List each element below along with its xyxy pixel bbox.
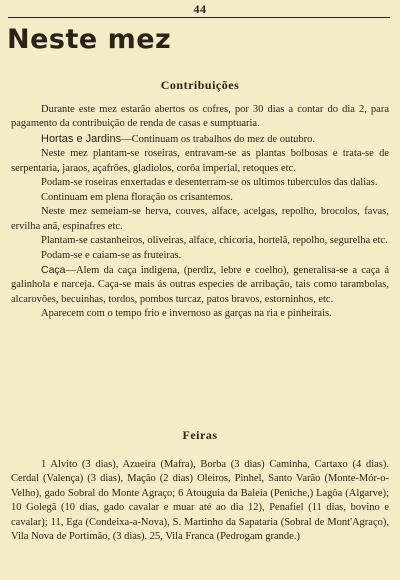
feiras-paragraph: 1 Alvito (3 dias), Azueira (Mafra), Borba (3 dias) Caminha, Cartaxo (4 dias). Cerdal (Valença) (3 dias), Mação (2 dias) Oleiros, Pinhel, Santo Varão (Monte-Mór-o-Velho), gado Sobral do Monte Agraço; 6 Atouguia da Baleia (Peniche,) Lagôa (Algarve); 10 Golegã (10 dias, gado cavalar e muar até ao dia 12), Penafiel (11 dias, bovino e cavalar); 11, Ega (Condeixa-a-Nova), S. Martinho da Sapataria (Sobral de Mont'Agraço), Vila Nova de Portimão, (3 dias). 25, Vila Franca (Pedrogam grande.) bbox=[11, 459, 389, 543]
hortas-subhead: Hortas e Jardins bbox=[41, 132, 122, 145]
header-rule bbox=[8, 17, 390, 18]
hortas-paragraph-1: Neste mez plantam-se roseiras, entravam-se as plantas bolbosas e trata-se de serpentaria, jaraos, açafrões, gladiolos, corôa imperial, retoques etc. bbox=[11, 148, 389, 174]
contribuicoes-paragraph: Durante este mez estarão abertos os cofres, por 30 dias a contar do dia 2, para pagamento da contribuição de renda de casas e sumptuaria. bbox=[11, 104, 389, 130]
hortas-paragraph bbox=[11, 132, 389, 147]
hortas-paragraph-5: Plantam-se castanheiros, oliveiras, alface, chicoria, hortelã, repolho, segurelha etc. bbox=[41, 235, 388, 247]
section-title-contribuicoes: Contribuições bbox=[160, 78, 240, 92]
caca-paragraph bbox=[11, 263, 389, 307]
caca-subhead: Caça bbox=[41, 263, 66, 276]
section-title-feiras: Feiras bbox=[182, 428, 218, 442]
caca-paragraph-2: Aparecem com o tempo frio e invernoso as garças na ria e pinheirais. bbox=[41, 308, 332, 320]
page-heading: Neste mez bbox=[7, 24, 172, 55]
caca-lead: —Alem da caça indigena, (perdiz, lebre e coelho), generalisa-se a caça á galinhola e narceja. Caça-se mais ás outras especies de arribação, tais como tarambolas, alcarovões, becuinhas, tordos, pombos turcaz, patos bravos, estorninhos, etc. bbox=[11, 264, 389, 305]
feiras-text-block bbox=[11, 458, 389, 544]
hortas-lead: —Continuam os trabalhos do mez de outubro. bbox=[121, 133, 316, 145]
hortas-paragraph-6: Podam-se e caiam-se as fruteiras. bbox=[41, 249, 182, 261]
hortas-paragraph-4: Neste mez semeiam-se herva, couves, alface, acelgas, repolho, brocolos, favas, ervilha anã, espinafres etc. bbox=[11, 206, 389, 232]
hortas-paragraph-2: Podam-se roseiras enxertadas e desenterram-se os ultimos tuberculos das dalias. bbox=[41, 177, 378, 189]
page-number: 44 bbox=[193, 2, 207, 16]
main-text bbox=[11, 103, 389, 322]
hortas-paragraph-3: Continuam em plena floração os crisantemos. bbox=[41, 191, 233, 203]
